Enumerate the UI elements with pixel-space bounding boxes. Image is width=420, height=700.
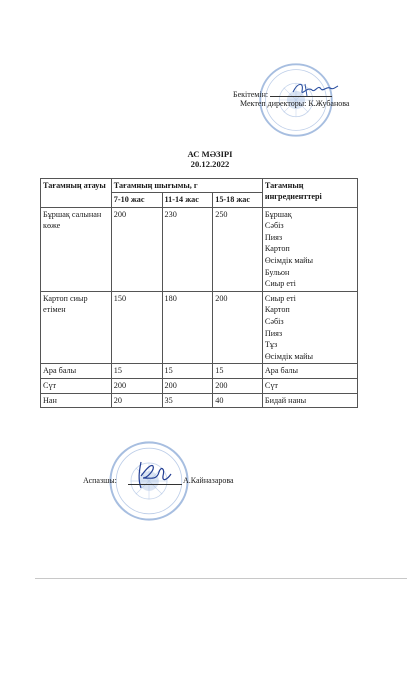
- ingredient: Пияз: [264, 232, 283, 242]
- cook-label: Аспазшы:: [83, 476, 117, 485]
- approval-label: Бекітемін:: [233, 90, 269, 99]
- yield-7-10: 150: [111, 291, 162, 364]
- dish-name: Нан: [41, 393, 112, 408]
- dish-name: Бұршақ салынан көже: [41, 207, 112, 291]
- ingredients-cell: [262, 393, 357, 408]
- yield-11-14: 35: [162, 393, 213, 408]
- ingredient: Бидай наны: [264, 395, 307, 405]
- page-divider: [35, 578, 407, 579]
- table-row: [41, 378, 358, 393]
- cook-signature: [133, 458, 173, 492]
- yield-15-18: 250: [213, 207, 263, 291]
- ingredients-cell: [262, 291, 357, 364]
- ingredient: Сүт: [264, 380, 279, 390]
- ingredient: Бұршақ: [264, 209, 292, 219]
- ingredient: Өсімдік майы: [264, 255, 313, 265]
- table-row: [41, 291, 358, 364]
- ingredients-cell: [262, 207, 357, 291]
- menu-title: АС МӘЗІРІ: [187, 149, 233, 159]
- dish-name: Ара балы: [41, 364, 112, 379]
- ingredient: Картоп: [264, 305, 290, 315]
- director-line: Мектеп директоры: К.Жубанова: [240, 99, 350, 108]
- yield-11-14: 15: [162, 364, 213, 379]
- ingredient: Сәбіз: [264, 316, 284, 326]
- yield-15-18: 40: [213, 393, 263, 408]
- ingredient: Пияз: [264, 328, 283, 338]
- ingredient: Өсімдік майы: [264, 351, 313, 361]
- yield-11-14: 230: [162, 207, 213, 291]
- ingredients-cell: [262, 378, 357, 393]
- yield-7-10: 20: [111, 393, 162, 408]
- header-age-11-14: 11-14 жас: [162, 193, 213, 207]
- yield-15-18: 15: [213, 364, 263, 379]
- yield-11-14: 180: [162, 291, 213, 364]
- header-age-7-10: 7-10 жас: [111, 193, 162, 207]
- ingredient: Сәбіз: [264, 221, 284, 231]
- header-dish-name: Тағамның атауы: [41, 179, 112, 208]
- approval-line: [233, 89, 332, 99]
- ingredient: Сиыр еті: [264, 279, 296, 289]
- ingredient: Ара балы: [264, 366, 299, 376]
- yield-7-10: 200: [111, 378, 162, 393]
- cook-name: А.Кайназарова: [183, 476, 234, 485]
- cook-signature-line: [128, 484, 182, 485]
- yield-15-18: 200: [213, 378, 263, 393]
- yield-11-14: 200: [162, 378, 213, 393]
- yield-15-18: 200: [213, 291, 263, 364]
- yield-7-10: 15: [111, 364, 162, 379]
- table-row: [41, 364, 358, 379]
- ingredient: Тұз: [264, 340, 278, 350]
- menu-date: 20.12.2022: [190, 159, 230, 169]
- header-age-15-18: 15-18 жас: [213, 193, 263, 207]
- ingredients-cell: [262, 364, 357, 379]
- dish-name: Сүт: [41, 378, 112, 393]
- ingredient: Бульон: [264, 267, 290, 277]
- ingredient: Сиыр еті: [264, 293, 296, 303]
- signature-underline: [270, 89, 332, 97]
- header-yield: Тағамның шығымы, г: [111, 179, 262, 193]
- dish-name: Картоп сиыр етімен: [41, 291, 112, 364]
- table-header-row: [41, 179, 358, 193]
- menu-table: [40, 178, 358, 408]
- ingredient: Картоп: [264, 244, 290, 254]
- yield-7-10: 200: [111, 207, 162, 291]
- table-row: [41, 393, 358, 408]
- table-row: [41, 207, 358, 291]
- header-ingredients: Тағамның ингредиенттері: [262, 179, 357, 208]
